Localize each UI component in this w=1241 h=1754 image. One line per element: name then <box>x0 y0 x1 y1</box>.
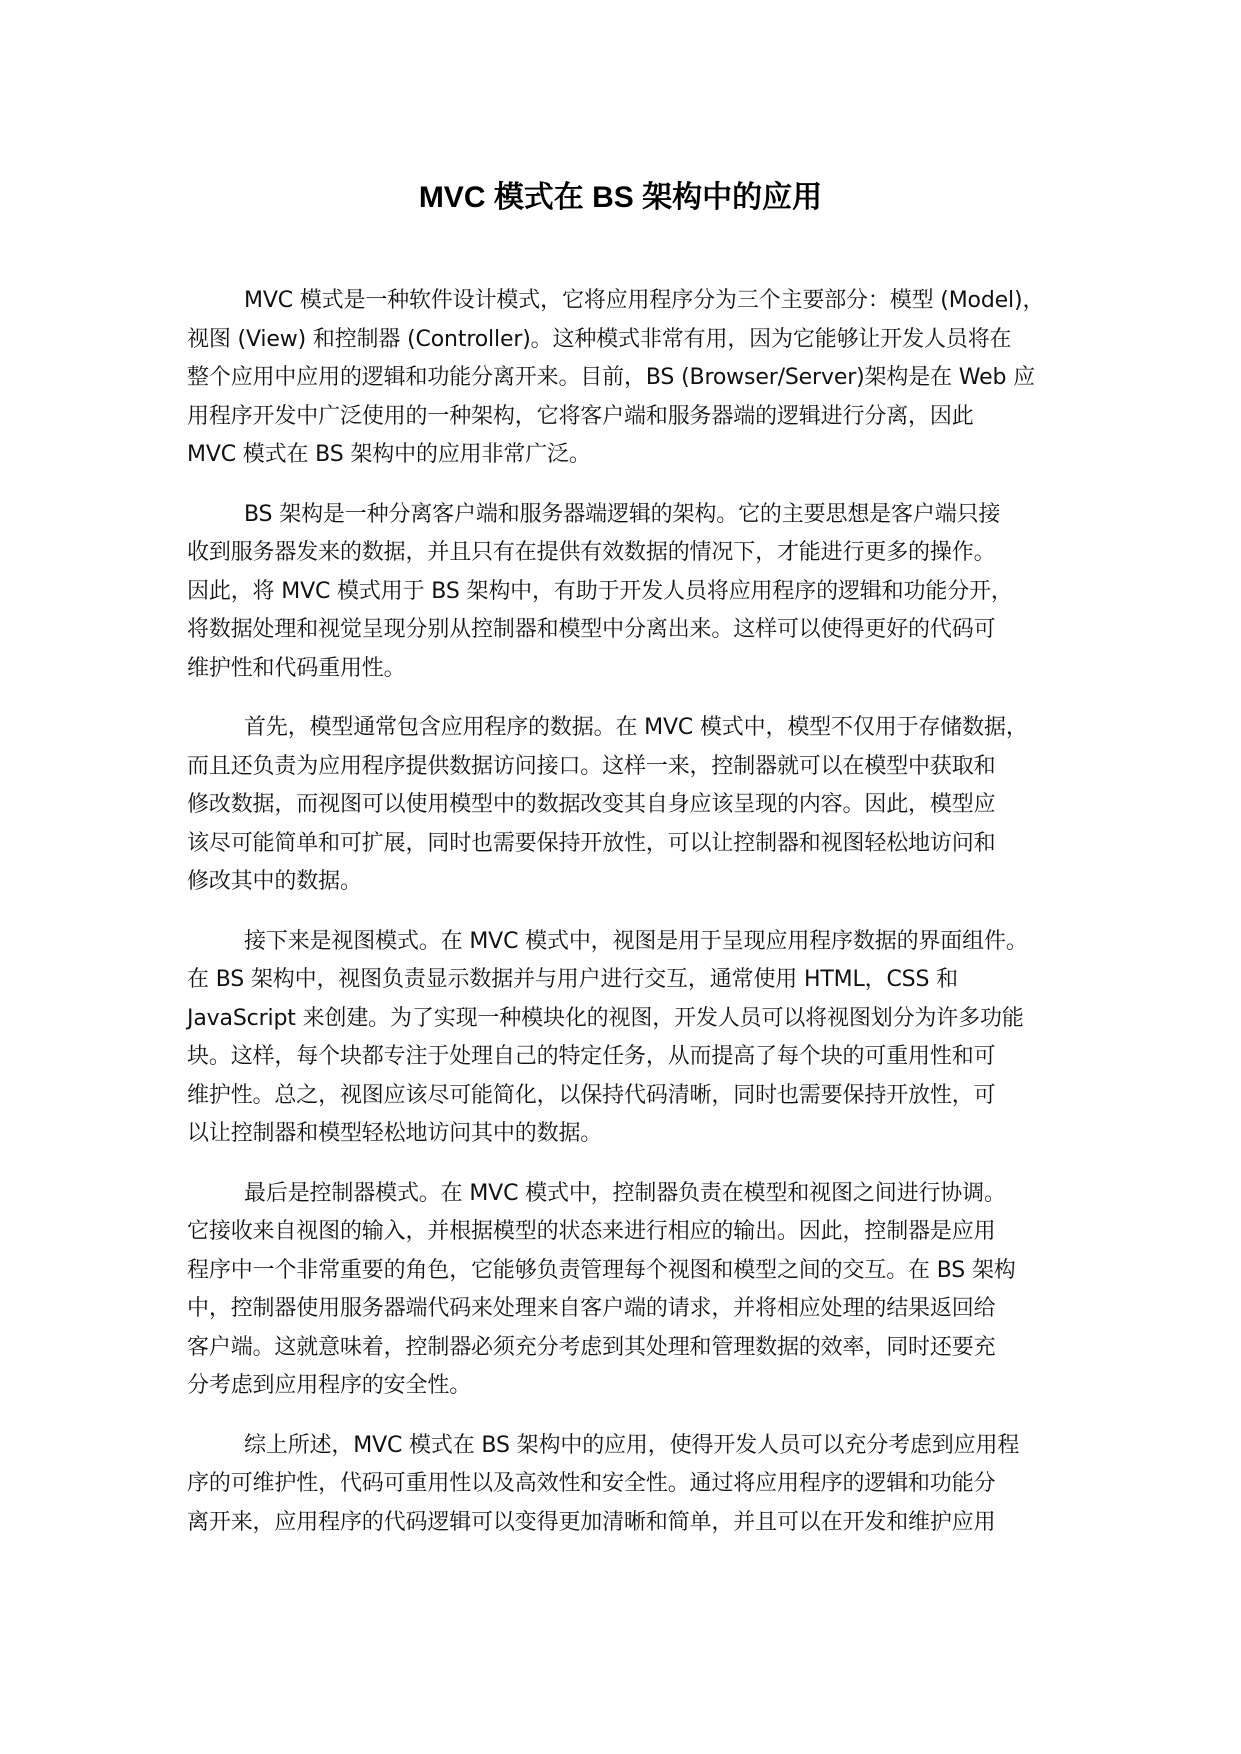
paragraph-line: MVC 模式是一种软件设计模式，它将应用程序分为三个主要部分：模型 (Model)， <box>244 288 1045 313</box>
paragraph-line: 序的可维护性，代码可重用性以及高效性和安全性。通过将应用程序的逻辑和功能分 <box>187 1471 996 1496</box>
paragraph-line: 在 BS 架构中，视图负责显示数据并与用户进行交互，通常使用 HTML，CSS 和 <box>187 967 959 992</box>
paragraph-line: 维护性。总之，视图应该尽可能简化，以保持代码清晰，同时也需要保持开放性，可 <box>187 1082 996 1108</box>
paragraph-line: 整个应用中应用的逻辑和功能分离开来。目前，BS (Browser/Server)架构是在 Web 应 <box>187 365 1035 390</box>
paragraph-line: 综上所述，MVC 模式在 BS 架构中的应用，使得开发人员可以充分考虑到应用程 <box>244 1432 1020 1458</box>
paragraph-line: 视图 (View) 和控制器 (Controller)。这种模式非常有用，因为它能够让开发人员将在 <box>187 326 1012 352</box>
paragraph-line: 程序中一个非常重要的角色，它能够负责管理每个视图和模型之间的交互。在 BS 架构 <box>187 1257 1016 1283</box>
paragraph-line: MVC 模式在 BS 架构中的应用非常广泛。 <box>187 442 591 467</box>
paragraph-1 <box>187 282 1077 475</box>
paragraph-3 <box>187 709 1077 902</box>
paragraph-line: 以让控制器和模型轻松地访问其中的数据。 <box>187 1121 603 1146</box>
paragraph-line: 将数据处理和视觉呈现分别从控制器和模型中分离出来。这样可以使得更好的代码可 <box>187 617 996 642</box>
paragraph-6 <box>187 1427 1077 1543</box>
paragraph-line: 修改数据，而视图可以使用模型中的数据改变其自身应该呈现的内容。因此，模型应 <box>187 792 996 817</box>
paragraph-line: 接下来是视图模式。在 MVC 模式中，视图是用于呈现应用程序数据的界面组件。 <box>244 928 1028 954</box>
paragraph-line: 中，控制器使用服务器端代码来处理来自客户端的请求，并将相应处理的结果返回给 <box>187 1296 996 1321</box>
paragraph-4 <box>187 923 1077 1154</box>
paragraph-line: 它接收来自视图的输入，并根据模型的状态来进行相应的输出。因此，控制器是应用 <box>187 1219 996 1244</box>
paragraph-5 <box>187 1175 1077 1406</box>
paragraph-line: BS 架构是一种分离客户端和服务器端逻辑的架构。它的主要思想是客户端只接 <box>244 501 1001 527</box>
paragraph-2 <box>187 496 1077 689</box>
paragraph-line: 维护性和代码重用性。 <box>187 655 406 681</box>
paragraph-line: 收到服务器发来的数据，并且只有在提供有效数据的情况下，才能进行更多的操作。 <box>187 540 996 565</box>
paragraph-line: 离开来，应用程序的代码逻辑可以变得更加清晰和简单，并且可以在开发和维护应用 <box>187 1509 996 1535</box>
paragraph-line: 首先，模型通常包含应用程序的数据。在 MVC 模式中，模型不仅用于存储数据， <box>244 715 1028 740</box>
paragraph-line: 最后是控制器模式。在 MVC 模式中，控制器负责在模型和视图之间进行协调。 <box>244 1180 1006 1206</box>
paragraph-line: 分考虑到应用程序的安全性。 <box>187 1373 472 1398</box>
document-body <box>187 282 1077 1563</box>
paragraph-line: 客户端。这就意味着，控制器必须充分考虑到其处理和管理数据的效率，同时还要充 <box>187 1334 996 1360</box>
paragraph-line: 用程序开发中广泛使用的一种架构，它将客户端和服务器端的逻辑进行分离，因此 <box>187 403 974 429</box>
paragraph-line: 而且还负责为应用程序提供数据访问接口。这样一来，控制器就可以在模型中获取和 <box>187 753 996 779</box>
paragraph-line: 块。这样，每个块都专注于处理自己的特定任务，从而提高了每个块的可重用性和可 <box>187 1044 996 1069</box>
document-title: MVC 模式在 BS 架构中的应用 <box>418 181 823 214</box>
paragraph-line: 因此，将 MVC 模式用于 BS 架构中，有助于开发人员将应用程序的逻辑和功能分开， <box>187 578 1013 604</box>
paragraph-line: 该尽可能简单和可扩展，同时也需要保持开放性，可以让控制器和视图轻松地访问和 <box>187 830 996 856</box>
paragraph-line: JavaScript 来创建。为了实现一种模块化的视图，开发人员可以将视图划分为许多功能 <box>187 1005 1024 1031</box>
paragraph-line: 修改其中的数据。 <box>187 869 362 894</box>
